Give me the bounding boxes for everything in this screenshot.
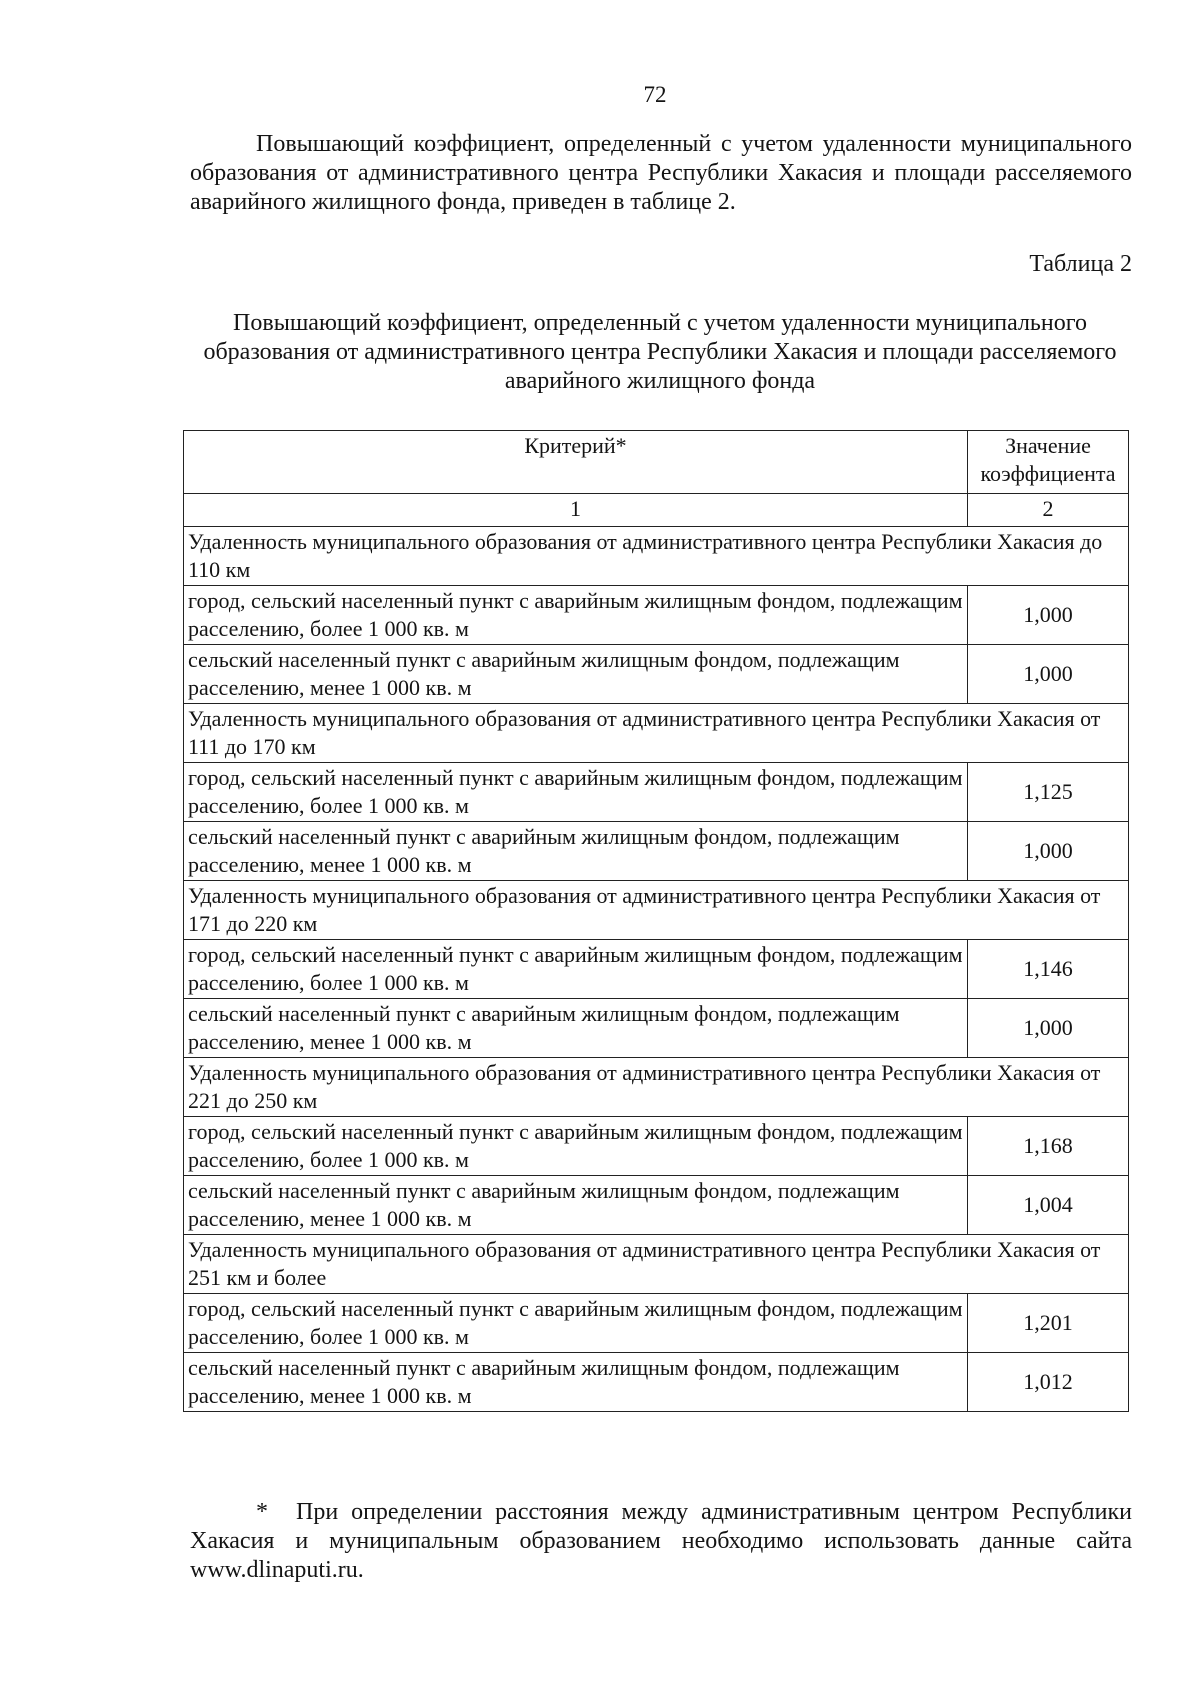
group-title: Удаленность муниципального образования от административного центра Республики Хакасия от 171 до 220 км <box>184 881 1129 940</box>
table-row <box>184 1353 1129 1412</box>
row-value: 1,146 <box>968 940 1129 999</box>
table-row <box>184 763 1129 822</box>
page-number: 72 <box>643 82 667 107</box>
row-label: сельский населенный пункт с аварийным жилищным фондом, подлежащим расселению, менее 1 000 кв. м <box>184 1353 968 1412</box>
header-value: Значение коэффициента <box>968 431 1129 494</box>
footnote-marker: * <box>256 1499 268 1525</box>
row-label: сельский населенный пункт с аварийным жилищным фондом, подлежащим расселению, менее 1 000 кв. м <box>184 822 968 881</box>
row-label: сельский населенный пункт с аварийным жилищным фондом, подлежащим расселению, менее 1 000 кв. м <box>184 1176 968 1235</box>
table-row <box>184 822 1129 881</box>
row-value: 1,000 <box>968 822 1129 881</box>
footnote <box>190 1498 1132 1585</box>
header-criterion: Критерий* <box>184 431 968 494</box>
row-label: город, сельский населенный пункт с аварийным жилищным фондом, подлежащим расселению, более 1 000 кв. м <box>184 1117 968 1176</box>
coefficient-table <box>183 430 1129 1412</box>
table-row <box>184 586 1129 645</box>
row-label: сельский населенный пункт с аварийным жилищным фондом, подлежащим расселению, менее 1 000 кв. м <box>184 999 968 1058</box>
row-label: сельский населенный пункт с аварийным жилищным фондом, подлежащим расселению, менее 1 000 кв. м <box>184 645 968 704</box>
group-row <box>184 704 1129 763</box>
table-header-row <box>184 431 1129 494</box>
table-row <box>184 1117 1129 1176</box>
table-row <box>184 1176 1129 1235</box>
table-row <box>184 940 1129 999</box>
group-title: Удаленность муниципального образования от административного центра Республики Хакасия до 110 км <box>184 527 1129 586</box>
row-label: город, сельский населенный пункт с аварийным жилищным фондом, подлежащим расселению, более 1 000 кв. м <box>184 1294 968 1353</box>
group-title: Удаленность муниципального образования от административного центра Республики Хакасия от 221 до 250 км <box>184 1058 1129 1117</box>
row-value: 1,004 <box>968 1176 1129 1235</box>
row-value: 1,012 <box>968 1353 1129 1412</box>
row-value: 1,000 <box>968 645 1129 704</box>
footnote-text: При определении расстояния между административным центром Республики Хакасия и муниципальным образованием необходимо использовать данные сайта www.dlinaputi.ru. <box>190 1499 1132 1583</box>
table-row <box>184 645 1129 704</box>
row-label: город, сельский населенный пункт с аварийным жилищным фондом, подлежащим расселению, более 1 000 кв. м <box>184 763 968 822</box>
group-title: Удаленность муниципального образования от административного центра Республики Хакасия от 251 км и более <box>184 1235 1129 1294</box>
group-title: Удаленность муниципального образования от административного центра Республики Хакасия от 111 до 170 км <box>184 704 1129 763</box>
table-caption: Таблица 2 <box>1029 251 1132 277</box>
row-value: 1,000 <box>968 586 1129 645</box>
row-value: 1,125 <box>968 763 1129 822</box>
row-value: 1,000 <box>968 999 1129 1058</box>
column-number-1: 1 <box>184 494 968 527</box>
row-label: город, сельский населенный пункт с аварийным жилищным фондом, подлежащим расселению, более 1 000 кв. м <box>184 940 968 999</box>
table-row <box>184 999 1129 1058</box>
table-row <box>184 1294 1129 1353</box>
group-row <box>184 1058 1129 1117</box>
row-value: 1,201 <box>968 1294 1129 1353</box>
row-value: 1,168 <box>968 1117 1129 1176</box>
group-row <box>184 881 1129 940</box>
column-number-2: 2 <box>968 494 1129 527</box>
group-row <box>184 527 1129 586</box>
column-number-row <box>184 494 1129 527</box>
group-row <box>184 1235 1129 1294</box>
row-label: город, сельский населенный пункт с аварийным жилищным фондом, подлежащим расселению, более 1 000 кв. м <box>184 586 968 645</box>
table-title: Повышающий коэффициент, определенный с учетом удаленности муниципального образования от административного центра Республики Хакасия и площади расселяемого аварийного жилищного фонда <box>203 310 1117 394</box>
intro-paragraph: Повышающий коэффициент, определенный с учетом удаленности муниципального образования от административного центра Республики Хакасия и площади расселяемого аварийного жилищного фонда, приведен в таблице 2. <box>190 131 1132 215</box>
